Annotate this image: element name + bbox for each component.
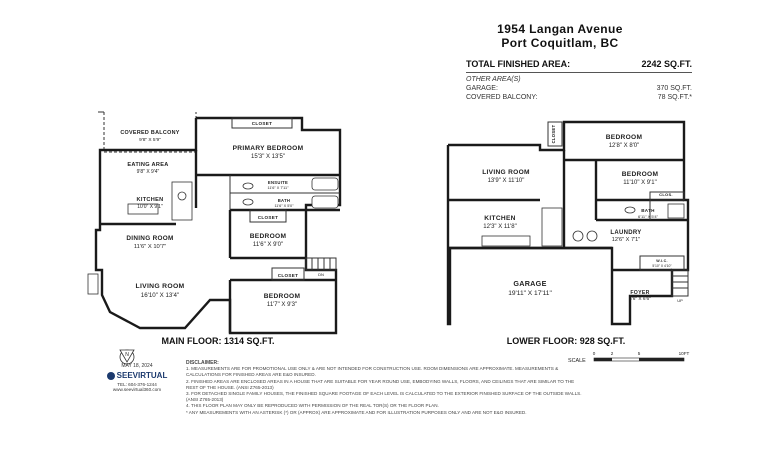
main-closet-top-name: CLOSET [251,121,273,126]
main-stair-label: DN [318,272,324,277]
lower-kitchen-island [482,236,530,246]
main-living-name: LIVING ROOM [135,283,185,290]
property-address: 1954 Langan Avenue [497,22,623,36]
other-areas-heading: OTHER AREA(S) [466,76,521,83]
main-bath-dims: 11'6" X 5'0" [274,204,294,208]
main-bed-a-dims: 11'6" X 9'0" [252,242,284,248]
lower-exterior-wall [448,122,688,324]
lower-garage-dims: 19'11" X 17'11" [508,290,552,297]
lower-stairs [672,270,688,296]
other-area-label: GARAGE: [466,85,498,92]
other-area-label: COVERED BALCONY: [466,94,538,101]
lower-bath-shower [668,204,684,218]
main-ensuite-dims: 11'6" X 7'11" [267,186,289,190]
lower-bed-a-dims: 12'8" X 8'0" [608,143,640,149]
logo-icon [107,372,115,380]
company-logo [96,371,178,380]
main-primary-dims: 15'3" X 13'5" [251,154,285,160]
total-area-label: TOTAL FINISHED AREA: [466,59,571,69]
lower-bed-b-name: BEDROOM [621,171,659,178]
scale-tick: 0 [592,351,596,356]
lower-laundry-dims: 12'6" X 7'1" [611,237,641,243]
disclaimer-line: (ANSI Z765-2013) [186,397,224,403]
main-kitchen-sink [178,192,186,200]
main-eating-dims: 9'8" X 9'4" [136,169,160,175]
lower-living-dims: 13'9" X 11'10" [487,178,525,184]
disclaimer-line: 3. FOR DETACHED SINGLE FAMILY HOUSES, THE FINISHED SQUARE FOOTAGE OF EACH LEVEL IS CALCULATED TO THE EXTERIOR FINISHED SURFACE OF THE OUTSIDE WALLS. [186,391,582,397]
main-kitchen-dims: 10'0" X 9'1" [137,204,163,210]
lower-bath-sink [625,207,635,213]
scale-tick: 5 [637,351,641,356]
disclaimer-title: DISCLAIMER: [186,360,219,366]
disclaimer-line: 1. MEASUREMENTS ARE FOR PROMOTIONAL USE ONLY & ARE NOT INTENDED FOR CONSTRUCTION USE. ROOM DIMENSIONS ARE APPROXIMATE. MEASUREMENTS & [186,366,559,372]
lower-foyer-name: FOYER [630,290,650,296]
other-area-row [466,94,692,101]
other-area-value: 370 SQ.FT. [656,85,692,92]
main-floor-plan [88,112,340,346]
other-area-value: 78 SQ.FT.* [657,94,692,101]
main-bath-name: BATH [277,198,291,203]
main-eating-name: EATING AREA [127,162,169,168]
main-living-dims: 16'10" X 13'4" [140,292,180,299]
lower-living-name: LIVING ROOM [482,169,530,176]
scale-tick: 2 [610,351,614,356]
scale-bar [566,348,696,368]
lower-bath-name: BATH [641,208,655,213]
other-area-row [466,85,692,92]
disclaimer-line: 2. FINISHED AREAS ARE ENCLOSED AREAS IN A HOUSE THAT ARE SUITABLE FOR YEAR ROUND USE, EMBODYING WALLS, FLOORS, AND CEILINGS THAT ARE SIMILAR TO THE [186,378,575,384]
company-logo-block [96,363,178,392]
main-bath-tub [312,196,338,208]
main-stairs [306,258,336,270]
main-kitchen-counter [172,182,192,220]
lower-kitchen-name: KITCHEN [484,215,516,222]
main-balcony-dims: 9'8" X 5'9" [139,138,161,143]
main-bed-b-name: BEDROOM [263,293,301,300]
main-closet-mid-name: CLOSET [257,215,279,220]
lower-laundry-dryer [587,231,597,241]
lower-kitchen-dims: 12'3" X 11'8" [483,224,517,230]
main-dining-name: DINING ROOM [126,235,174,242]
main-floor-title: MAIN FLOOR: 1314 SQ.FT. [161,336,275,346]
scale-tick: 10FT [678,351,690,356]
scale-label: SCALE [568,358,586,364]
main-closet-low-name: CLOSET [277,273,299,278]
main-fireplace [88,274,98,294]
lower-floor-title: LOWER FLOOR: 928 SQ.FT. [506,336,626,346]
north-label: N [125,352,129,358]
lower-wic-dims: 5'10" X 4'10" [652,264,672,268]
total-area-value: 2242 SQ.FT. [641,59,692,69]
main-balcony-name: COVERED BALCONY [120,130,180,136]
company-phone: TEL: 604-376-1244 [117,382,157,387]
disclaimer [186,360,686,416]
north-arrow-icon [120,350,134,364]
lower-closet-name: CLOSET [551,124,556,144]
lower-bath-dims: 6'11" X 5'4" [637,214,659,219]
lower-closet-small-name: CLOS. [659,192,673,197]
main-ensuite-sink [243,183,253,189]
company-website: www.seevirtual360.com [112,387,162,392]
main-ensuite-tub [312,178,338,190]
disclaimer-line: * ANY MEASUREMENTS WITH AN ASTERISK (*) OR (APPROX) ARE APPROXIMATE AND FOR ILLUSTRATION PURPOSES ONLY AND ARE NOT E&O INSURED. [186,409,527,415]
main-kitchen-name: KITCHEN [136,197,164,203]
plan-date: MAY 18, 2024 [121,363,153,369]
lower-garage-name: GARAGE [513,279,547,288]
main-bed-a-name: BEDROOM [249,233,287,240]
main-bath-sink [243,199,253,205]
disclaimer-line: CALCULATIONS FOR FINISHED AREAS ARE E&O INSURED. [186,372,316,378]
lower-stair-label: UP [677,298,683,303]
main-ensuite-name: ENSUITE [267,180,289,185]
property-city: Port Coquitlam, BC [501,36,619,50]
lower-laundry-name: LAUNDRY [610,230,642,236]
lower-bed-b-dims: 11'10" X 9'1" [623,180,657,186]
main-primary-name: PRIMARY BEDROOM [232,145,304,152]
main-dining-dims: 11'6" X 10'7" [133,244,167,250]
lower-wic-name: W.I.C. [656,259,668,263]
lower-floor-plan [448,122,688,346]
lower-foyer-dims: 6'6" X 6'6" [629,297,651,302]
total-finished-area [466,59,692,73]
disclaimer-line: 4. THIS FLOOR PLAN MAY ONLY BE REPRODUCED WITH PERMISSION OF THE REAL TOR(S) OR THE FLOOR PLAN. [186,403,439,409]
main-bed-b-dims: 11'7" X 9'3" [266,302,298,308]
lower-kitchen-counter [542,208,562,246]
lower-bed-a-name: BEDROOM [605,134,643,141]
disclaimer-line: REST OF THE HOUSE. (ANSI Z765-2013) [186,384,274,390]
lower-laundry-washer [573,231,583,241]
company-name: SEEVIRTUAL [116,371,168,380]
